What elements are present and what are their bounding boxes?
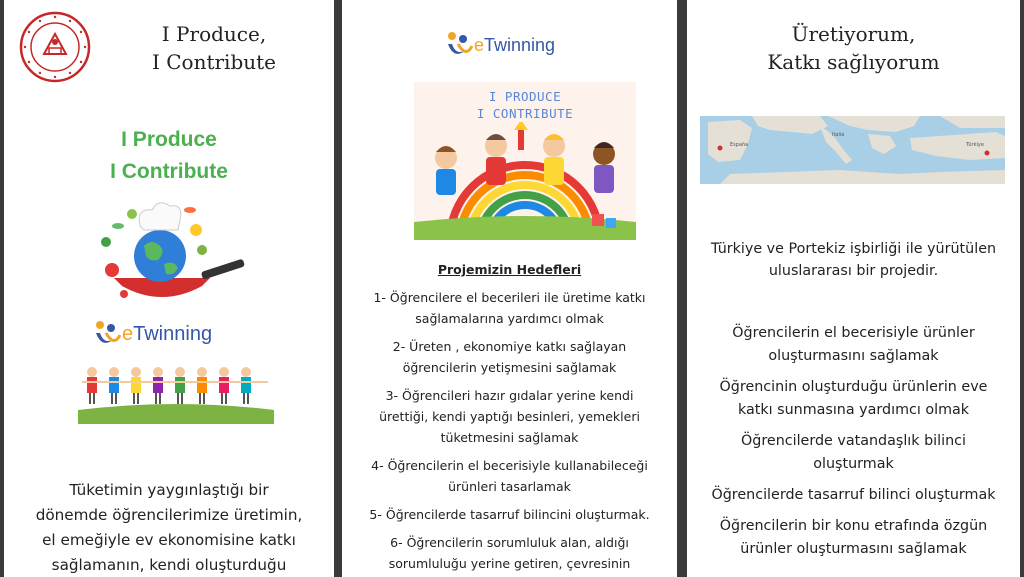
brochure-panel-left — [4, 0, 334, 577]
aim-line: Öğrencilerin bir konu etrafında özgün — [719, 518, 988, 534]
aim-item — [690, 515, 1017, 561]
etwinning-e: e — [474, 35, 485, 55]
etwinning-rest: Twinning — [484, 35, 556, 55]
aim-line: katkı sunmasına yardımcı olmak — [737, 402, 970, 418]
aim-line: ürünler oluşturmasını sağlamak — [740, 541, 967, 557]
goal-line: 5- Öğrencilerde tasarruf bilincini oluşturmak. — [369, 507, 650, 522]
goal-item — [352, 504, 667, 525]
goal-line: 6- Öğrencilerin sorumluluk alan, aldığı — [390, 535, 629, 550]
right-border — [1020, 0, 1024, 577]
intro-line: Tüketimin yaygınlaştığı bir — [69, 481, 269, 499]
goal-line: sağlamalarına yardımcı olmak — [415, 311, 604, 326]
etwinning-logo — [444, 28, 594, 64]
goals-heading-wrap — [342, 259, 677, 278]
aim-line: Öğrencinin oluşturduğu ürünlerin eve — [719, 379, 988, 395]
title-line: I Contribute — [151, 50, 277, 74]
green-project-title — [4, 124, 334, 188]
divider-2 — [677, 0, 687, 577]
goal-line: 2- Üreten , ekonomiye katkı sağlayan — [392, 339, 627, 354]
panel3-intro-text — [692, 238, 1015, 282]
etwinning-figure-icon — [444, 30, 474, 62]
aim-line: oluşturmak — [813, 456, 894, 472]
intro-line: el emeğiyle ev ekonomisine katkı — [42, 531, 296, 549]
goal-line: sorumluluğu yerine getiren, çevresinin — [388, 556, 631, 571]
aim-line: Öğrencilerde vatandaşlık bilinci — [741, 433, 966, 449]
goals-list — [352, 287, 667, 577]
goal-item — [352, 287, 667, 329]
intro-line: sağlamanın, kendi oluşturduğu — [51, 556, 287, 574]
brochure-panel-middle — [342, 0, 677, 577]
goal-line: ürünleri tasarlamak — [448, 479, 571, 494]
etwinning-wordmark — [474, 35, 555, 56]
title-line: Üretiyorum, — [791, 22, 916, 46]
aim-item — [690, 484, 1017, 507]
banner-line: I PRODUCE — [488, 89, 562, 104]
goal-line: 3- Öğrencileri hazır gıdalar yerine kendi — [385, 388, 634, 403]
title-line: Katkı sağlıyorum — [767, 50, 940, 74]
panel1-title — [99, 20, 329, 76]
aim-line: oluşturmasını sağlamak — [768, 348, 939, 364]
green-title-line: I Produce — [121, 128, 217, 151]
etwinning-wordmark — [122, 323, 212, 346]
etwinning-e: e — [122, 323, 134, 345]
goal-line: ürettiği, kendi yaptığı besinleri, yemekleri — [379, 409, 640, 424]
aim-line: Öğrencilerde tasarruf bilinci oluşturmak — [711, 487, 996, 503]
aim-item — [690, 322, 1017, 368]
project-banner-image — [414, 82, 636, 240]
intro-line: uluslararası bir projedir. — [768, 263, 939, 279]
aim-line: Öğrencilerin el becerisiyle ürünler — [732, 325, 975, 341]
children-on-grass-illustration — [78, 362, 274, 424]
ministry-logo — [18, 10, 92, 84]
goal-item — [352, 532, 667, 574]
cooking-globe-illustration — [92, 190, 252, 310]
goal-line: 1- Öğrencilere el becerileri ile üretime katkı — [373, 290, 646, 305]
banner-line: I CONTRIBUTE — [476, 106, 574, 121]
aim-item — [690, 430, 1017, 476]
map-label: Türkiye — [966, 142, 984, 148]
panel3-title — [687, 20, 1020, 76]
intro-line: Türkiye ve Portekiz işbirliği ile yürütülen — [710, 241, 997, 257]
banner-title — [414, 88, 636, 122]
goal-line: öğrencilerin yetişmesini sağlamak — [402, 360, 617, 375]
green-title-line: I Contribute — [110, 160, 228, 183]
goal-line: tüketmesini sağlamak — [440, 430, 579, 445]
divider-1 — [334, 0, 342, 577]
goal-item — [352, 336, 667, 378]
goal-item — [352, 385, 667, 448]
goal-item — [352, 455, 667, 497]
europe-map — [700, 116, 1005, 184]
map-label: Italia — [832, 132, 845, 138]
etwinning-logo — [92, 315, 252, 355]
etwinning-figure-icon — [92, 319, 122, 351]
panel1-intro-text — [12, 478, 326, 577]
goal-line: 4- Öğrencilerin el becerisiyle kullanabileceği — [371, 458, 648, 473]
title-line: I Produce, — [161, 22, 267, 46]
aims-list — [690, 322, 1017, 569]
map-label: España — [730, 142, 749, 148]
goals-heading: Projemizin Hedefleri — [437, 262, 582, 277]
aim-item — [690, 376, 1017, 422]
intro-line: dönemde öğrencilerimize üretimin, — [35, 506, 303, 524]
etwinning-rest: Twinning — [133, 323, 213, 345]
brochure-panel-right — [687, 0, 1020, 577]
kids-rainbow-illustration — [414, 122, 636, 240]
